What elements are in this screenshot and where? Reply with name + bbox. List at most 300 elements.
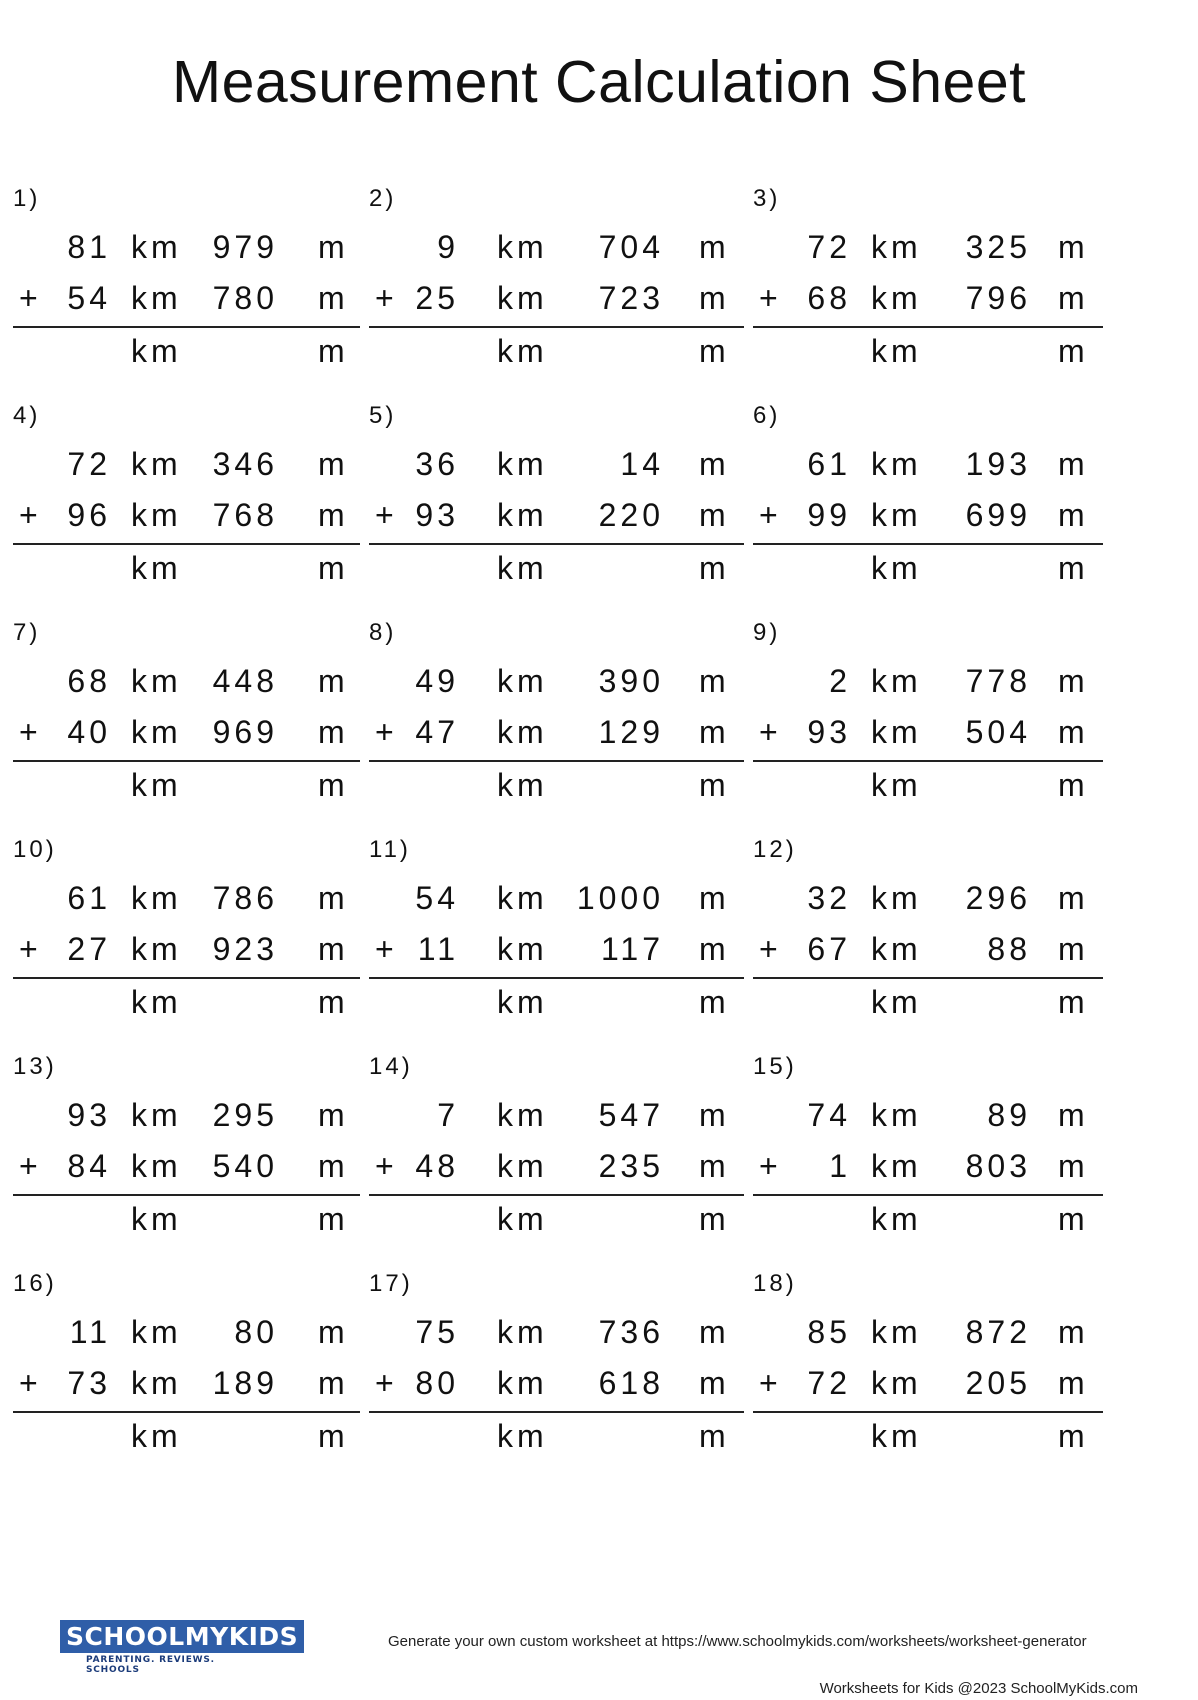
problem-13 (13, 1053, 360, 1283)
plus-operator: + (375, 280, 398, 316)
km-unit: km (131, 333, 182, 369)
addend-row-1 (13, 1314, 360, 1364)
problem-17 (369, 1270, 744, 1500)
addend-row-1 (753, 1314, 1103, 1364)
problem-15 (753, 1053, 1103, 1283)
km-unit: km (871, 446, 922, 482)
km-unit: km (131, 497, 182, 533)
m-unit: m (699, 1148, 730, 1184)
km-unit: km (131, 931, 182, 967)
m-unit: m (699, 1418, 730, 1454)
m-value: 295 (212, 1097, 278, 1133)
addend-row-2 (13, 931, 360, 981)
m-unit: m (318, 984, 349, 1020)
sum-line (369, 760, 744, 762)
km-value: 54 (415, 880, 459, 916)
km-unit: km (497, 767, 548, 803)
km-value: 74 (807, 1097, 851, 1133)
km-value: 54 (67, 280, 111, 316)
m-unit: m (699, 229, 730, 265)
addend-row-1 (753, 1097, 1103, 1147)
sum-line (13, 1411, 360, 1413)
problem-number: 15) (753, 1053, 797, 1080)
addend-row-1 (369, 1314, 744, 1364)
m-unit: m (318, 229, 349, 265)
addend-row-2 (13, 1148, 360, 1198)
sum-line (753, 1411, 1103, 1413)
m-unit: m (1058, 550, 1089, 586)
problem-number: 5) (369, 402, 397, 429)
m-value: 193 (965, 446, 1031, 482)
problem-12 (753, 836, 1103, 1066)
answer-row (753, 1201, 1103, 1251)
km-value: 68 (807, 280, 851, 316)
addend-row-2 (369, 931, 744, 981)
answer-row (753, 1418, 1103, 1468)
problem-number: 6) (753, 402, 781, 429)
km-unit: km (871, 1418, 922, 1454)
m-unit: m (699, 1365, 730, 1401)
km-unit: km (131, 714, 182, 750)
m-unit: m (318, 880, 349, 916)
km-value: 27 (67, 931, 111, 967)
problem-number: 8) (369, 619, 397, 646)
m-unit: m (318, 1365, 349, 1401)
addend-row-1 (369, 880, 744, 930)
problem-4 (13, 402, 360, 632)
plus-operator: + (19, 497, 42, 533)
addend-row-1 (369, 446, 744, 496)
m-unit: m (699, 1314, 730, 1350)
km-value: 25 (415, 280, 459, 316)
km-unit: km (497, 984, 548, 1020)
m-value: 547 (598, 1097, 664, 1133)
plus-operator: + (759, 497, 782, 533)
km-unit: km (497, 550, 548, 586)
addend-row-2 (753, 1148, 1103, 1198)
m-value: 504 (965, 714, 1031, 750)
answer-row (369, 767, 744, 817)
plus-operator: + (759, 714, 782, 750)
km-value: 11 (417, 931, 459, 967)
km-value: 2 (829, 663, 851, 699)
problem-2 (369, 185, 744, 415)
km-unit: km (131, 663, 182, 699)
m-unit: m (1058, 280, 1089, 316)
problem-number: 18) (753, 1270, 797, 1297)
m-value: 14 (620, 446, 664, 482)
problem-7 (13, 619, 360, 849)
problem-number: 12) (753, 836, 797, 863)
km-value: 99 (807, 497, 851, 533)
m-unit: m (318, 1148, 349, 1184)
addend-row-2 (369, 280, 744, 330)
km-unit: km (131, 1097, 182, 1133)
addend-row-2 (753, 280, 1103, 330)
m-value: 618 (598, 1365, 664, 1401)
m-unit: m (1058, 333, 1089, 369)
plus-operator: + (759, 280, 782, 316)
m-unit: m (1058, 984, 1089, 1020)
addend-row-2 (13, 280, 360, 330)
m-value: 235 (598, 1148, 664, 1184)
problem-number: 17) (369, 1270, 413, 1297)
m-value: 778 (965, 663, 1031, 699)
km-value: 75 (415, 1314, 459, 1350)
answer-row (369, 550, 744, 600)
m-value: 723 (598, 280, 664, 316)
km-unit: km (871, 1314, 922, 1350)
km-unit: km (131, 1314, 182, 1350)
m-value: 923 (212, 931, 278, 967)
logo-wordmark: SCHOOLMYKIDS (60, 1620, 304, 1653)
sum-line (369, 1411, 744, 1413)
km-unit: km (871, 931, 922, 967)
answer-row (753, 550, 1103, 600)
answer-row (13, 1201, 360, 1251)
answer-row (369, 333, 744, 383)
addend-row-1 (13, 880, 360, 930)
answer-row (13, 1418, 360, 1468)
page-title: Measurement Calculation Sheet (171, 49, 1027, 115)
answer-row (369, 1418, 744, 1468)
km-unit: km (497, 1365, 548, 1401)
sum-line (13, 1194, 360, 1196)
km-value: 84 (67, 1148, 111, 1184)
km-unit: km (131, 1418, 182, 1454)
km-unit: km (497, 1201, 548, 1237)
km-value: 36 (415, 446, 459, 482)
addend-row-2 (369, 714, 744, 764)
km-value: 93 (807, 714, 851, 750)
m-unit: m (1058, 1314, 1089, 1350)
km-unit: km (497, 931, 548, 967)
problem-number: 11) (369, 836, 411, 863)
problem-number: 10) (13, 836, 57, 863)
addend-row-2 (753, 931, 1103, 981)
sum-line (369, 1194, 744, 1196)
addend-row-1 (13, 663, 360, 713)
m-unit: m (1058, 1201, 1089, 1237)
sum-line (369, 326, 744, 328)
addend-row-2 (13, 497, 360, 547)
m-unit: m (699, 550, 730, 586)
addend-row-2 (753, 1365, 1103, 1415)
km-value: 68 (67, 663, 111, 699)
addend-row-1 (753, 880, 1103, 930)
plus-operator: + (375, 1365, 398, 1401)
sum-line (369, 543, 744, 545)
km-value: 72 (67, 446, 111, 482)
plus-operator: + (759, 931, 782, 967)
km-value: 80 (415, 1365, 459, 1401)
m-unit: m (699, 767, 730, 803)
km-unit: km (131, 229, 182, 265)
m-unit: m (699, 984, 730, 1020)
problem-8 (369, 619, 744, 849)
sum-line (13, 977, 360, 979)
m-unit: m (318, 280, 349, 316)
problem-number: 1) (13, 185, 41, 212)
km-value: 73 (67, 1365, 111, 1401)
m-unit: m (318, 767, 349, 803)
plus-operator: + (375, 714, 398, 750)
km-unit: km (497, 333, 548, 369)
m-unit: m (318, 663, 349, 699)
sum-line (753, 1194, 1103, 1196)
km-value: 11 (69, 1314, 111, 1350)
problem-number: 16) (13, 1270, 57, 1297)
m-value: 89 (987, 1097, 1031, 1133)
km-unit: km (131, 550, 182, 586)
plus-operator: + (375, 931, 398, 967)
m-value: 296 (965, 880, 1031, 916)
addend-row-2 (369, 1148, 744, 1198)
addend-row-1 (369, 229, 744, 279)
answer-row (753, 333, 1103, 383)
answer-row (369, 1201, 744, 1251)
m-value: 189 (212, 1365, 278, 1401)
km-value: 49 (415, 663, 459, 699)
km-unit: km (871, 497, 922, 533)
plus-operator: + (19, 1365, 42, 1401)
plus-operator: + (759, 1365, 782, 1401)
plus-operator: + (19, 280, 42, 316)
km-unit: km (497, 1314, 548, 1350)
km-unit: km (497, 446, 548, 482)
m-unit: m (699, 663, 730, 699)
km-unit: km (871, 767, 922, 803)
addend-row-2 (753, 497, 1103, 547)
answer-row (13, 767, 360, 817)
addend-row-1 (13, 1097, 360, 1147)
km-unit: km (131, 984, 182, 1020)
km-value: 48 (415, 1148, 459, 1184)
problem-9 (753, 619, 1103, 849)
km-unit: km (871, 333, 922, 369)
plus-operator: + (19, 714, 42, 750)
sum-line (753, 760, 1103, 762)
km-unit: km (497, 663, 548, 699)
km-unit: km (497, 714, 548, 750)
m-value: 699 (965, 497, 1031, 533)
m-unit: m (1058, 229, 1089, 265)
km-unit: km (871, 714, 922, 750)
problem-11 (369, 836, 744, 1066)
m-unit: m (1058, 1097, 1089, 1133)
m-unit: m (1058, 497, 1089, 533)
schoolmykids-logo (60, 1620, 299, 1675)
addend-row-1 (753, 663, 1103, 713)
addend-row-2 (13, 714, 360, 764)
km-value: 7 (437, 1097, 459, 1133)
addend-row-1 (753, 229, 1103, 279)
m-value: 205 (965, 1365, 1031, 1401)
km-unit: km (131, 880, 182, 916)
sum-line (13, 760, 360, 762)
km-unit: km (131, 1201, 182, 1237)
addend-row-1 (13, 446, 360, 496)
m-unit: m (1058, 446, 1089, 482)
problem-14 (369, 1053, 744, 1283)
km-unit: km (871, 1365, 922, 1401)
m-unit: m (1058, 931, 1089, 967)
km-value: 61 (67, 880, 111, 916)
problem-number: 14) (369, 1053, 413, 1080)
m-unit: m (1058, 714, 1089, 750)
m-unit: m (318, 1314, 349, 1350)
km-unit: km (497, 1148, 548, 1184)
answer-row (753, 984, 1103, 1034)
addend-row-2 (369, 1365, 744, 1415)
km-value: 9 (437, 229, 459, 265)
problem-16 (13, 1270, 360, 1500)
m-unit: m (318, 446, 349, 482)
copyright-note: Worksheets for Kids @2023 SchoolMyKids.com (819, 1680, 1138, 1697)
m-unit: m (699, 931, 730, 967)
problem-number: 13) (13, 1053, 57, 1080)
km-value: 72 (807, 1365, 851, 1401)
logo-tagline: PARENTING. REVIEWS. SCHOOLS (86, 1655, 215, 1675)
km-unit: km (871, 984, 922, 1020)
m-value: 540 (212, 1148, 278, 1184)
m-unit: m (318, 1418, 349, 1454)
m-value: 736 (598, 1314, 664, 1350)
addend-row-1 (369, 1097, 744, 1147)
problem-number: 9) (753, 619, 781, 646)
m-value: 448 (212, 663, 278, 699)
km-value: 47 (415, 714, 459, 750)
km-value: 93 (415, 497, 459, 533)
m-value: 979 (212, 229, 278, 265)
km-unit: km (131, 280, 182, 316)
m-unit: m (1058, 1418, 1089, 1454)
m-value: 780 (212, 280, 278, 316)
sum-line (753, 543, 1103, 545)
m-value: 80 (234, 1314, 278, 1350)
m-value: 786 (212, 880, 278, 916)
km-unit: km (871, 1148, 922, 1184)
m-unit: m (1058, 880, 1089, 916)
plus-operator: + (375, 497, 398, 533)
m-unit: m (699, 1097, 730, 1133)
km-unit: km (497, 229, 548, 265)
m-unit: m (699, 497, 730, 533)
km-value: 40 (67, 714, 111, 750)
km-unit: km (497, 1097, 548, 1133)
m-unit: m (318, 1201, 349, 1237)
addend-row-2 (369, 497, 744, 547)
km-value: 96 (67, 497, 111, 533)
m-unit: m (1058, 767, 1089, 803)
m-unit: m (699, 714, 730, 750)
answer-row (13, 550, 360, 600)
km-value: 72 (807, 229, 851, 265)
plus-operator: + (19, 1148, 42, 1184)
km-value: 67 (807, 931, 851, 967)
km-unit: km (131, 446, 182, 482)
sum-line (369, 977, 744, 979)
problem-1 (13, 185, 360, 415)
km-unit: km (497, 497, 548, 533)
problem-3 (753, 185, 1103, 415)
sum-line (13, 543, 360, 545)
problem-10 (13, 836, 360, 1066)
answer-row (13, 984, 360, 1034)
m-value: 704 (598, 229, 664, 265)
addend-row-2 (753, 714, 1103, 764)
problem-number: 7) (13, 619, 41, 646)
addend-row-1 (13, 229, 360, 279)
plus-operator: + (375, 1148, 398, 1184)
m-unit: m (318, 931, 349, 967)
m-value: 390 (598, 663, 664, 699)
sum-line (13, 326, 360, 328)
m-value: 129 (598, 714, 664, 750)
addend-row-1 (369, 663, 744, 713)
problem-6 (753, 402, 1103, 632)
km-unit: km (871, 663, 922, 699)
answer-row (369, 984, 744, 1034)
m-value: 346 (212, 446, 278, 482)
km-unit: km (871, 1097, 922, 1133)
m-value: 969 (212, 714, 278, 750)
km-unit: km (871, 280, 922, 316)
m-unit: m (318, 497, 349, 533)
problem-5 (369, 402, 744, 632)
km-value: 93 (67, 1097, 111, 1133)
km-unit: km (131, 1365, 182, 1401)
generator-note: Generate your own custom worksheet at https://www.schoolmykids.com/worksheets/worksheet-generator (388, 1633, 1087, 1650)
km-value: 1 (829, 1148, 851, 1184)
sum-line (753, 977, 1103, 979)
m-unit: m (699, 1201, 730, 1237)
m-value: 117 (600, 931, 664, 967)
m-unit: m (699, 446, 730, 482)
km-value: 81 (67, 229, 111, 265)
m-unit: m (1058, 663, 1089, 699)
problem-number: 3) (753, 185, 781, 212)
km-value: 32 (807, 880, 851, 916)
addend-row-1 (753, 446, 1103, 496)
m-value: 220 (598, 497, 664, 533)
m-value: 796 (965, 280, 1031, 316)
problem-18 (753, 1270, 1103, 1500)
m-unit: m (1058, 1148, 1089, 1184)
sum-line (753, 326, 1103, 328)
km-unit: km (497, 880, 548, 916)
plus-operator: + (759, 1148, 782, 1184)
m-unit: m (318, 333, 349, 369)
km-value: 85 (807, 1314, 851, 1350)
m-unit: m (699, 333, 730, 369)
m-value: 803 (965, 1148, 1031, 1184)
km-unit: km (871, 229, 922, 265)
km-unit: km (497, 280, 548, 316)
km-unit: km (871, 1201, 922, 1237)
problem-number: 4) (13, 402, 41, 429)
m-unit: m (318, 714, 349, 750)
answer-row (13, 333, 360, 383)
m-value: 872 (965, 1314, 1031, 1350)
m-unit: m (1058, 1365, 1089, 1401)
km-unit: km (871, 880, 922, 916)
m-value: 1000 (576, 880, 664, 916)
addend-row-2 (13, 1365, 360, 1415)
km-value: 61 (807, 446, 851, 482)
m-unit: m (318, 550, 349, 586)
m-value: 325 (965, 229, 1031, 265)
